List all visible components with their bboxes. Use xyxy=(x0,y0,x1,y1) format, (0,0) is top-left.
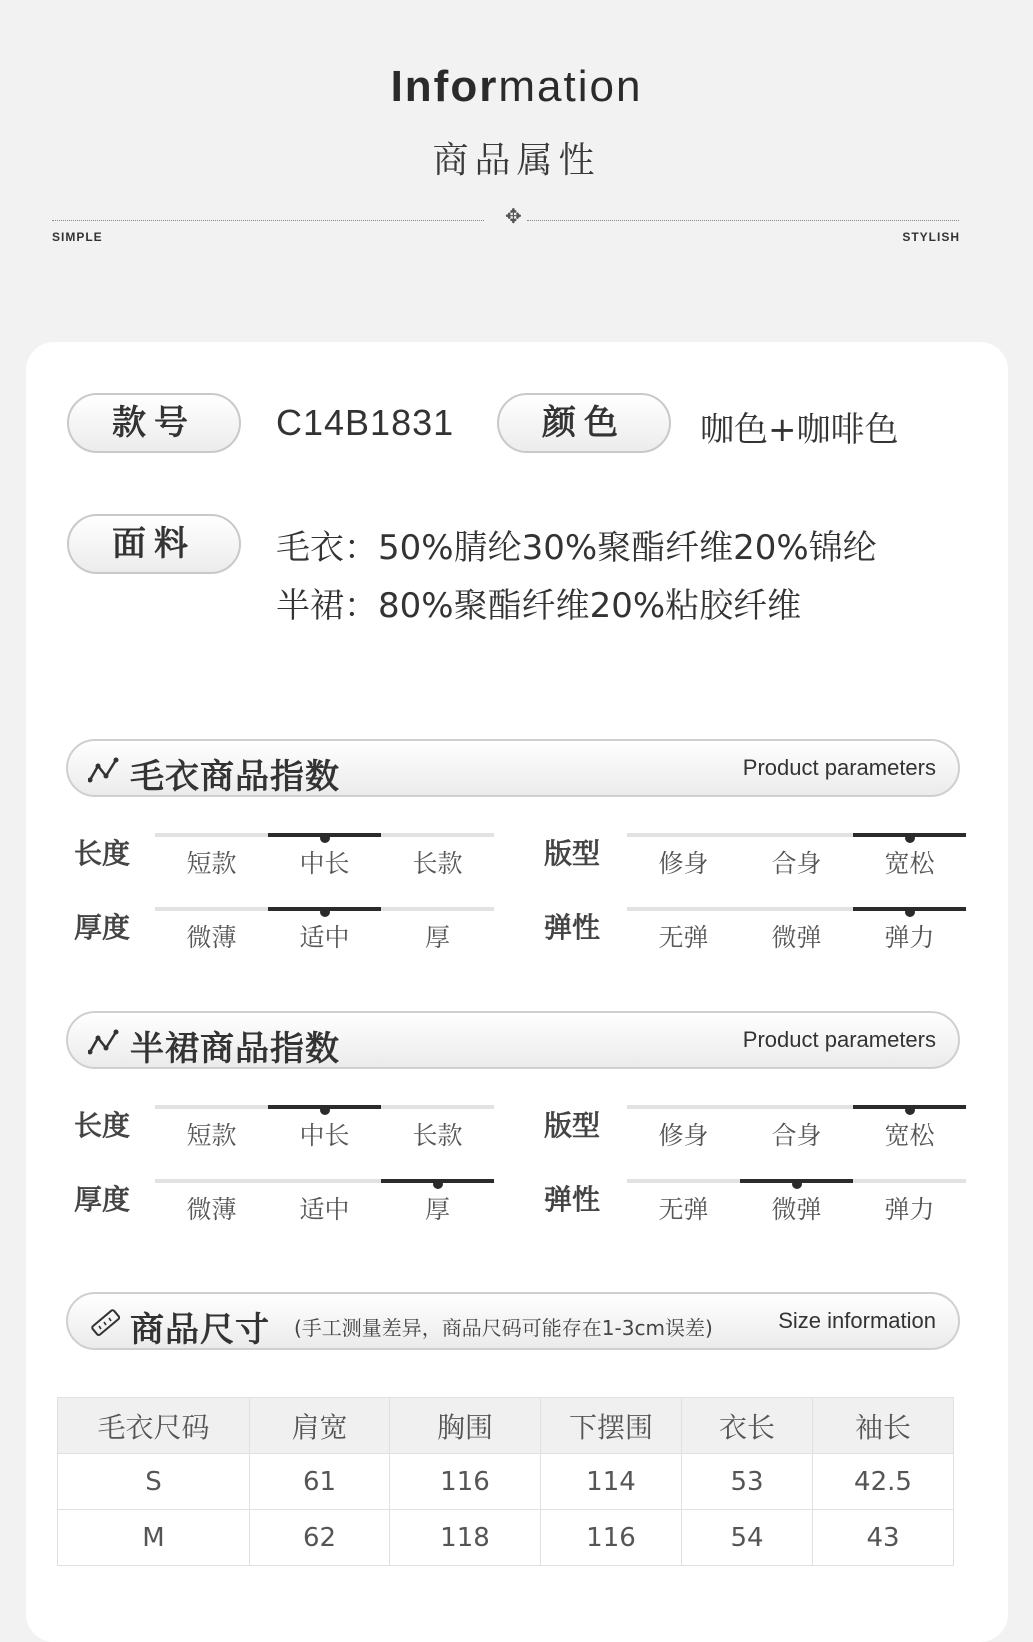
info-subheading: 商品属性 xyxy=(432,140,601,181)
table-cell: 116 xyxy=(541,1510,682,1566)
style-number-value: C14B1831 xyxy=(276,402,455,443)
size-info-title: 商品尺寸 xyxy=(130,1310,270,1350)
param-label: 版型 xyxy=(544,1109,601,1142)
ruler-icon xyxy=(88,1309,122,1337)
style-number-pill: 款号 xyxy=(67,393,241,453)
trend-line-icon xyxy=(88,756,122,784)
table-cell: 61 xyxy=(250,1454,390,1510)
table-row xyxy=(58,1510,954,1566)
table-cell: M xyxy=(58,1510,250,1566)
info-heading xyxy=(0,62,1033,112)
param-option: 长款 xyxy=(412,1121,463,1150)
table-cell: 116 xyxy=(390,1454,541,1510)
header-sleeve: 袖长 xyxy=(813,1398,954,1454)
param-option: 适中 xyxy=(299,1195,350,1224)
header-chest: 胸围 xyxy=(390,1398,541,1454)
size-info-en: Size information xyxy=(778,1308,936,1333)
param-option: 短款 xyxy=(186,849,237,878)
info-heading-rest: mation xyxy=(498,62,643,111)
param-selected-marker xyxy=(320,907,330,917)
table-cell: 118 xyxy=(390,1510,541,1566)
header-divider-left xyxy=(52,220,484,221)
param-option: 合身 xyxy=(771,1121,822,1150)
header-length: 衣长 xyxy=(682,1398,813,1454)
param-option: 微薄 xyxy=(186,923,237,952)
param-label: 长度 xyxy=(74,1109,131,1142)
param-option: 无弹 xyxy=(658,923,709,952)
param-label: 长度 xyxy=(74,837,131,870)
param-label: 厚度 xyxy=(74,911,131,944)
sweater-index-title: 毛衣商品指数 xyxy=(130,757,340,797)
param-selected-marker xyxy=(320,833,330,843)
table-cell: 42.5 xyxy=(813,1454,954,1510)
param-option: 弹力 xyxy=(884,923,935,952)
param-option: 修身 xyxy=(658,1121,709,1150)
fabric-line-skirt: 半裙：80%聚酯纤维20%粘胶纤维 xyxy=(276,586,802,626)
table-cell: 114 xyxy=(541,1454,682,1510)
param-selected-marker xyxy=(905,833,915,843)
param-option: 宽松 xyxy=(884,1121,935,1150)
param-option: 无弹 xyxy=(658,1195,709,1224)
param-option: 厚 xyxy=(424,923,450,952)
trend-line-icon xyxy=(88,1028,122,1056)
param-selected-marker xyxy=(320,1105,330,1115)
sweater-index-bar xyxy=(66,739,960,797)
param-option: 修身 xyxy=(658,849,709,878)
fabric-pill: 面料 xyxy=(67,514,241,574)
simple-tag: SIMPLE xyxy=(52,230,103,244)
move-cross-icon: ✥ xyxy=(505,204,522,228)
param-label: 厚度 xyxy=(74,1183,131,1216)
header-shoulder: 肩宽 xyxy=(250,1398,390,1454)
param-selected-marker xyxy=(792,1179,802,1189)
table-cell: 53 xyxy=(682,1454,813,1510)
color-value: 咖色+咖啡色 xyxy=(700,410,899,450)
skirt-index-en: Product parameters xyxy=(742,1027,936,1052)
param-option: 合身 xyxy=(771,849,822,878)
table-cell: 54 xyxy=(682,1510,813,1566)
param-option: 微薄 xyxy=(186,1195,237,1224)
param-option: 微弹 xyxy=(771,923,822,952)
param-label: 弹性 xyxy=(544,911,601,944)
table-cell: 62 xyxy=(250,1510,390,1566)
param-label: 版型 xyxy=(544,837,601,870)
fabric-line-sweater: 毛衣：50%腈纶30%聚酯纤维20%锦纶 xyxy=(276,528,877,568)
param-option: 微弹 xyxy=(771,1195,822,1224)
color-pill: 颜色 xyxy=(497,393,671,453)
size-table xyxy=(57,1397,954,1566)
param-option: 中长 xyxy=(299,849,350,878)
size-info-bar xyxy=(66,1292,960,1350)
table-cell: 43 xyxy=(813,1510,954,1566)
param-option: 中长 xyxy=(299,1121,350,1150)
stylish-tag: STYLISH xyxy=(902,230,960,244)
param-option: 短款 xyxy=(186,1121,237,1150)
header-divider-right xyxy=(527,220,959,221)
skirt-index-title: 半裙商品指数 xyxy=(130,1029,340,1069)
size-table-header-row xyxy=(58,1398,954,1454)
param-option: 弹力 xyxy=(884,1195,935,1224)
table-cell: S xyxy=(58,1454,250,1510)
param-option: 厚 xyxy=(424,1195,450,1224)
sweater-index-en: Product parameters xyxy=(742,755,936,780)
header-size: 毛衣尺码 xyxy=(58,1398,250,1454)
header-hem: 下摆围 xyxy=(541,1398,682,1454)
table-row xyxy=(58,1454,954,1510)
param-selected-marker xyxy=(905,1105,915,1115)
info-heading-bold: Infor xyxy=(390,62,499,111)
param-selected-marker xyxy=(905,907,915,917)
skirt-index-bar xyxy=(66,1011,960,1069)
size-info-note: (手工测量差异，商品尺码可能存在1-3cm误差) xyxy=(294,1316,713,1340)
param-option: 长款 xyxy=(412,849,463,878)
param-option: 宽松 xyxy=(884,849,935,878)
param-option: 适中 xyxy=(299,923,350,952)
param-selected-marker xyxy=(433,1179,443,1189)
param-label: 弹性 xyxy=(544,1183,601,1216)
